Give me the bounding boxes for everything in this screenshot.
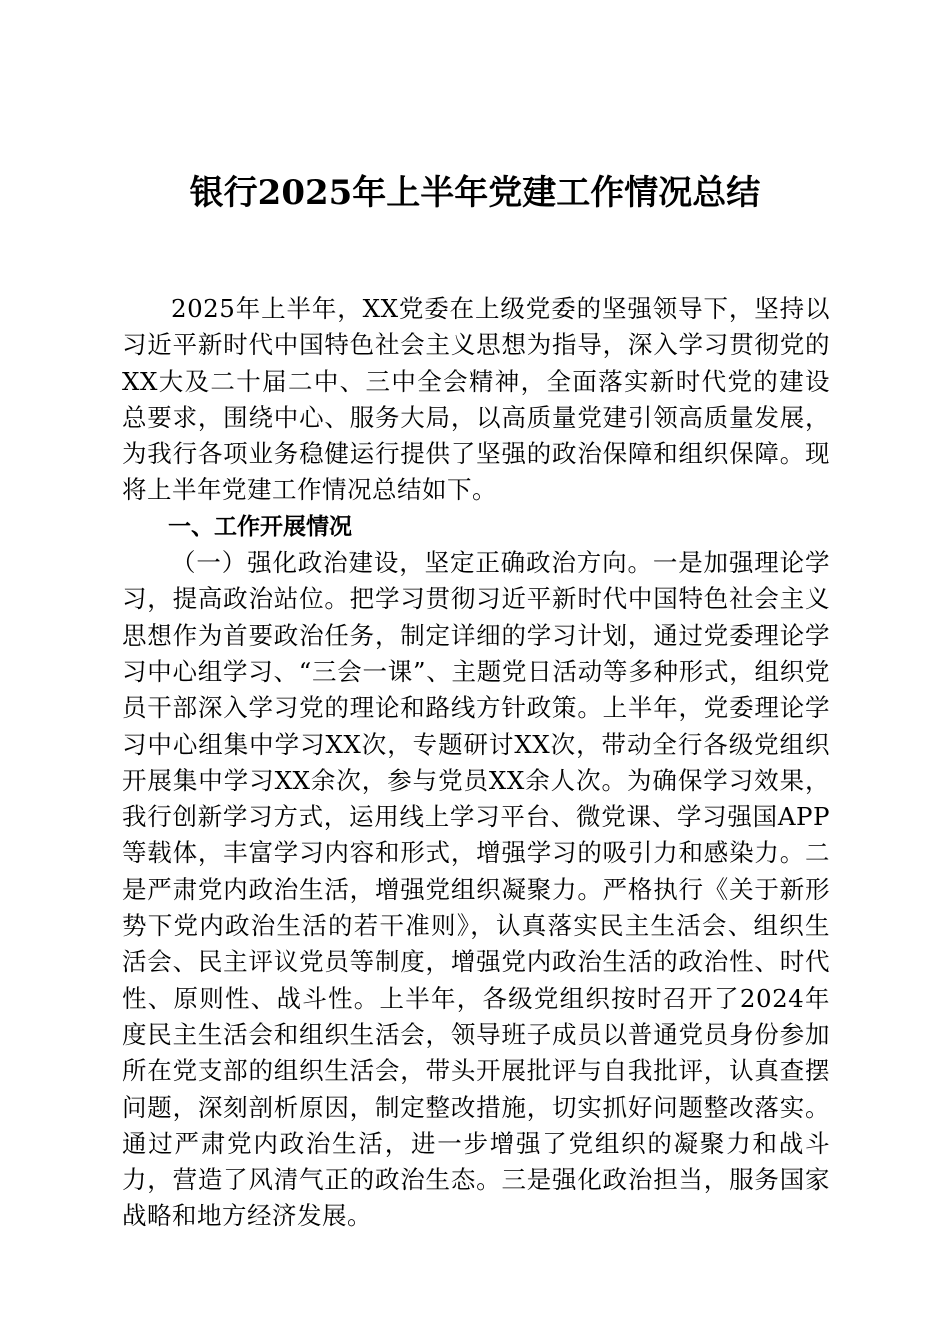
section-heading: 一、工作开展情况 [168, 513, 352, 540]
page-title: 银行2025年上半年党建工作情况总结 [189, 173, 761, 213]
document-body [122, 291, 830, 1235]
intro-paragraph: 2025年上半年，XX党委在上级党委的坚强领导下，坚持以习近平新时代中国特色社会主义思想为指导，深入学习贯彻党的XX大及二十届二中、三中全会精神，全面落实新时代党的建设总要求，围绕中心、服务大局，以高质量党建引领高质量发展，为我行各项业务稳健运行提供了坚强的政治保障和组织保障。现将上半年党建工作情况总结如下。 [122, 294, 830, 505]
section-paragraph: （一）强化政治建设，坚定正确政治方向。一是加强理论学习，提高政治站位。把学习贯彻习近平新时代中国特色社会主义思想作为首要政治任务，制定详细的学习计划，通过党委理论学习中心组学习、“三会一课”、主题党日活动等多种形式，组织党员干部深入学习党的理论和路线方针政策。上半年，党委理论学习中心组集中学习XX次，专题研讨XX次，带动全行各级党组织开展集中学习XX余次，参与党员XX余人次。为确保学习效果，我行创新学习方式，运用线上学习平台、微党课、学习强国APP等载体，丰富学习内容和形式，增强学习的吸引力和感染力。二是严肃党内政治生活，增强党组织凝聚力。严格执行《关于新形势下党内政治生活的若干准则》，认真落实民主生活会、组织生活会、民主评议党员等制度，增强党内政治生活的政治性、时代性、原则性、战斗性。上半年，各级党组织按时召开了2024年度民主生活会和组织生活会，领导班子成员以普通党员身份参加所在党支部的组织生活会，带头开展批评与自我批评，认真查摆问题，深刻剖析原因，制定整改措施，切实抓好问题整改落实。通过严肃党内政治生活，进一步增强了党组织的凝聚力和战斗力，营造了风清气正的政治生态。三是强化政治担当，服务国家战略和地方经济发展。 [122, 548, 830, 1231]
